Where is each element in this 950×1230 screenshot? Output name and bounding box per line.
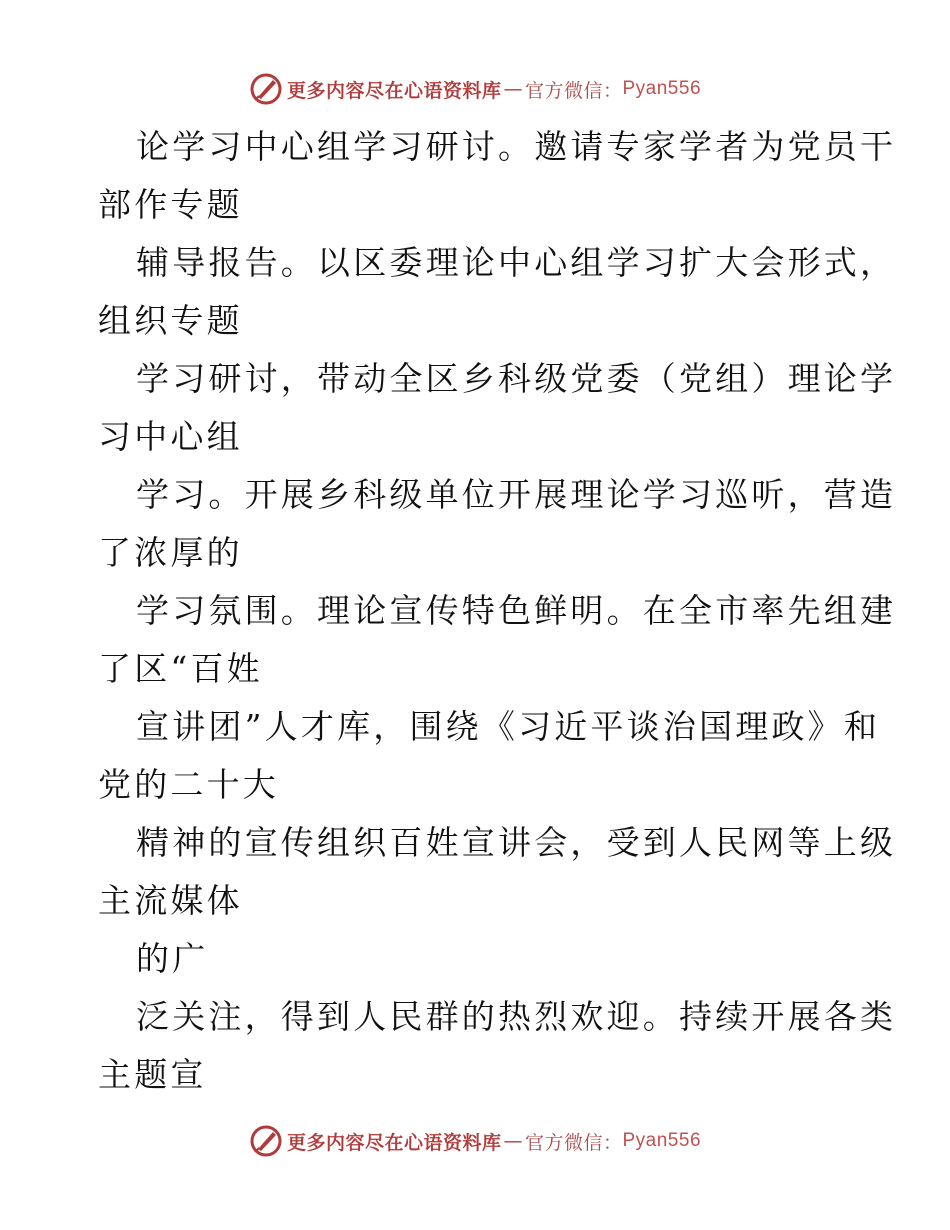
- text-line: 学习。开展乡科级单位开展理论学习巡听，营造: [136, 475, 897, 514]
- footer-watermark-banner: [0, 1124, 950, 1158]
- banner-separator: —: [503, 78, 523, 100]
- text-line: 学习研讨，带动全区乡科级党委（党组）理论学: [136, 359, 897, 398]
- text-line: 泛关注，得到人民群的热烈欢迎。持续开展各类: [136, 997, 897, 1036]
- document-body: [98, 118, 897, 1104]
- text-line: 主流媒体: [98, 881, 243, 920]
- text-line: 主题宣: [98, 1055, 207, 1094]
- banner-wechat-id: Pyan556: [622, 1130, 702, 1151]
- text-line: 组织专题: [98, 301, 243, 340]
- banner-site-text: 更多内容尽在心语资料库: [286, 1131, 502, 1154]
- text-line: 部作专题: [98, 185, 243, 224]
- banner-wechat-id: Pyan556: [622, 78, 702, 99]
- header-watermark-banner: [0, 72, 950, 106]
- text-line: 论学习中心组学习研讨。邀请专家学者为党员干: [136, 127, 897, 166]
- banner-official-label: 官方微信：: [524, 79, 623, 102]
- text-line: 辅导报告。以区委理论中心组学习扩大会形式，: [136, 243, 897, 282]
- text-line: 精神的宣传组织百姓宣讲会，受到人民网等上级: [136, 823, 897, 862]
- quill-seal-icon: [249, 72, 283, 106]
- banner-separator: —: [503, 1130, 523, 1152]
- text-line: 的广: [136, 939, 209, 978]
- text-line: 党的二十大: [98, 765, 279, 804]
- text-line: 了浓厚的: [98, 533, 243, 572]
- quill-seal-icon: [249, 1124, 283, 1158]
- text-line: 宣讲团”人才库，围绕《习近平谈治国理政》和: [136, 707, 881, 746]
- text-line: 学习氛围。理论宣传特色鲜明。在全市率先组建: [136, 591, 897, 630]
- banner-site-text: 更多内容尽在心语资料库: [286, 79, 502, 102]
- banner-official-label: 官方微信：: [524, 1131, 623, 1154]
- text-line: 习中心组: [98, 417, 243, 456]
- text-line: 了区“百姓: [98, 649, 263, 688]
